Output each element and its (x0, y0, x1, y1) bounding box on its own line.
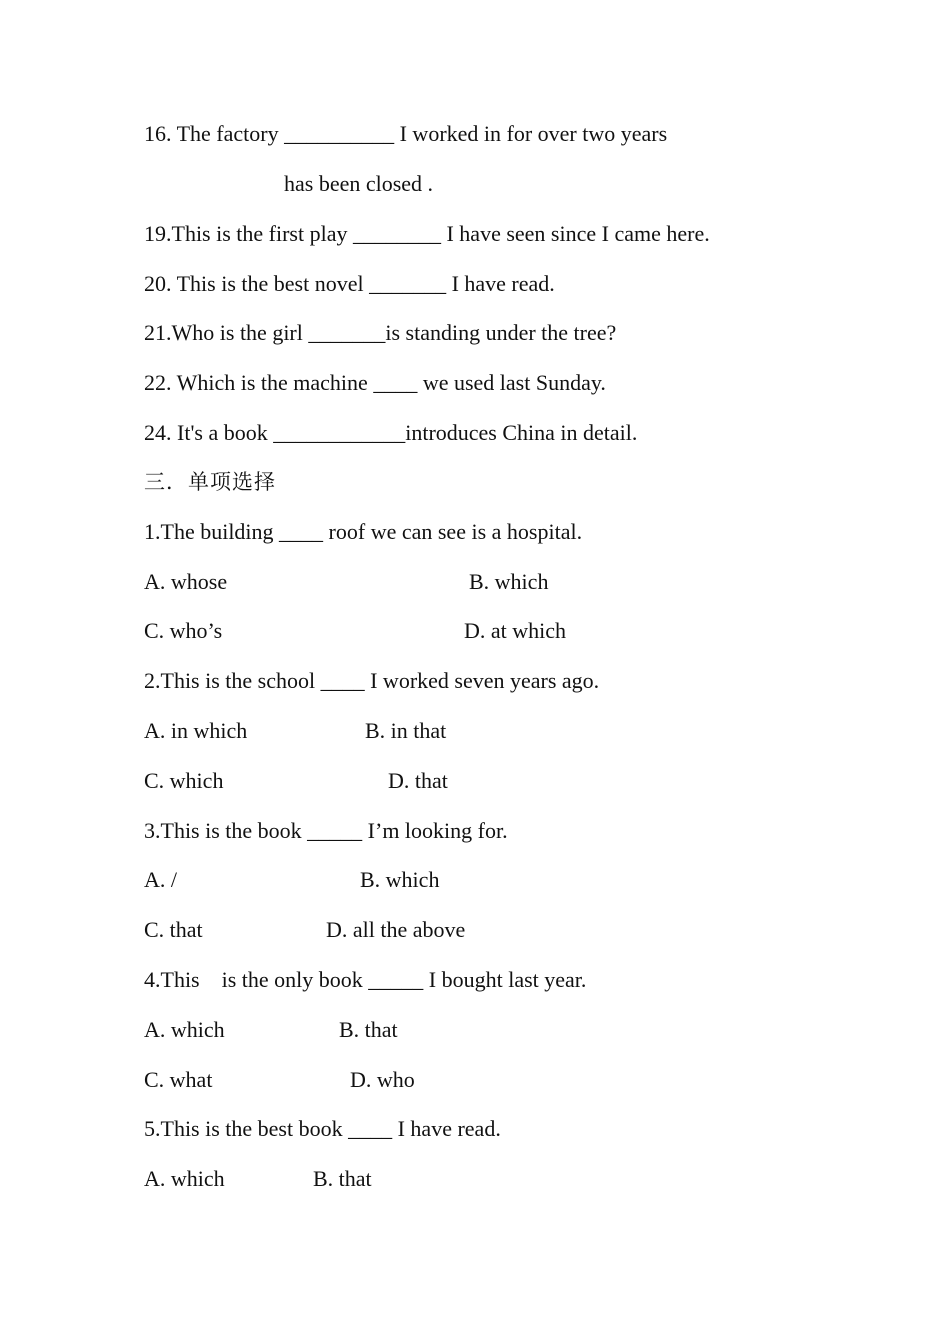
choice-4-option-c: C. what (144, 1067, 213, 1092)
choice-1-option-c: C. who’s (144, 618, 223, 643)
choice-4-option-a: A. which (144, 1017, 225, 1042)
choice-3-option-a: A. / (144, 867, 177, 892)
choice-2-option-b: B. in that (365, 718, 447, 743)
choice-1-option-d: D. at which (464, 618, 567, 643)
choice-5-stem: 5.This is the best book ____ I have read. (144, 1116, 501, 1141)
question-20: 20. This is the best novel _______ I have read. (144, 271, 555, 296)
choice-3-option-b: B. which (360, 867, 440, 892)
question-19: 19.This is the first play ________ I have seen since I came here. (144, 221, 710, 246)
choice-2-option-d: D. that (388, 768, 448, 793)
choice-2-stem: 2.This is the school ____ I worked seven years ago. (144, 668, 600, 693)
choice-1-option-b: B. which (469, 569, 549, 594)
choice-2-option-c: C. which (144, 768, 224, 793)
choice-1-option-a: A. whose (144, 569, 228, 594)
choice-4-option-d: D. who (350, 1067, 415, 1092)
choice-1-stem: 1.The building ____ roof we can see is a hospital. (144, 519, 583, 544)
question-16-line-1: 16. The factory __________ I worked in for over two years (144, 121, 668, 146)
section-heading: 三．单项选择 (144, 470, 276, 494)
choice-5-option-a: A. which (144, 1166, 225, 1191)
choice-4-option-b: B. that (339, 1017, 398, 1042)
choice-5-option-b: B. that (313, 1166, 372, 1191)
choice-4-stem: 4.This is the only book _____ I bought last year. (144, 967, 587, 992)
question-21: 21.Who is the girl _______is standing under the tree? (144, 320, 617, 345)
choice-3-stem: 3.This is the book _____ I’m looking for. (144, 818, 508, 843)
question-16-line-2: has been closed . (284, 171, 434, 196)
question-22: 22. Which is the machine ____ we used last Sunday. (144, 370, 606, 395)
question-24: 24. It's a book ____________introduces China in detail. (144, 420, 638, 445)
choice-2-option-a: A. in which (144, 718, 248, 743)
choice-3-option-c: C. that (144, 917, 203, 942)
choice-3-option-d: D. all the above (326, 917, 466, 942)
